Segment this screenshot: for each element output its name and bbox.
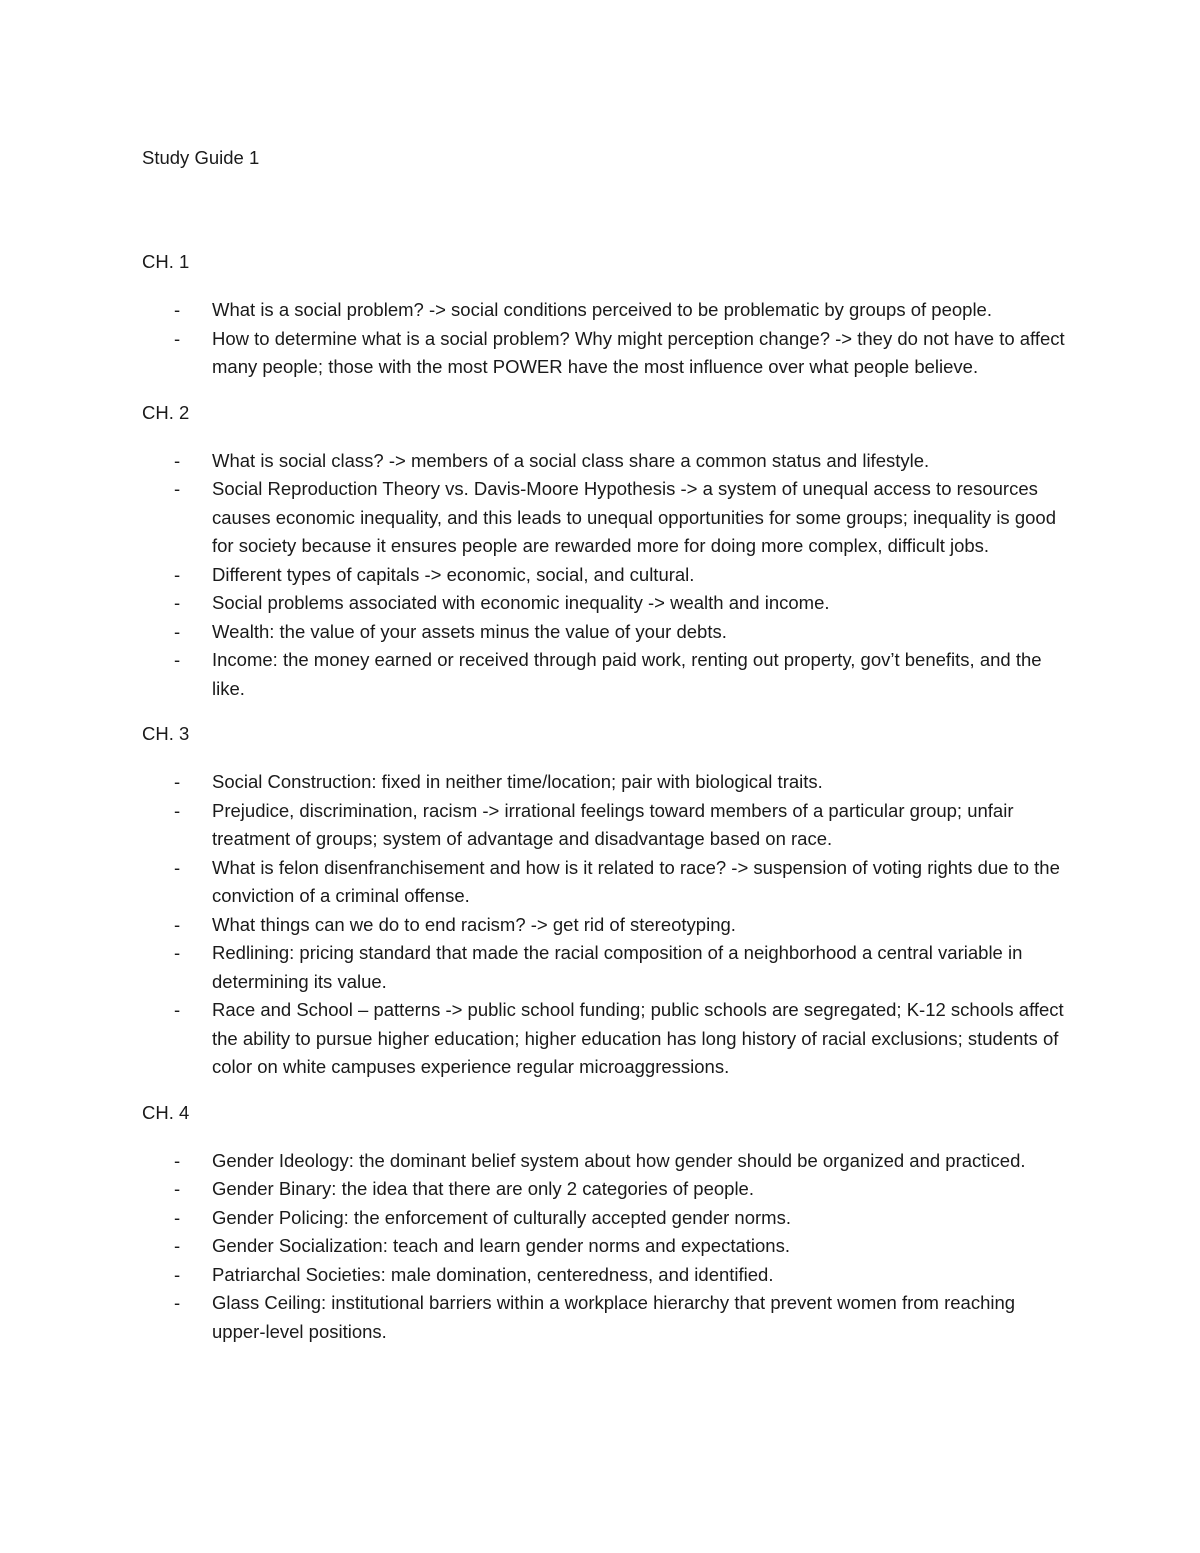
dash-bullet-icon: - [174,1178,181,1199]
dash-bullet-icon: - [174,299,181,320]
dash-bullet-icon: - [174,942,181,963]
document-page [142,144,1072,1346]
bullet-list [142,768,1072,1082]
dash-bullet-icon: - [174,799,181,821]
chapter-section [142,1099,1072,1347]
list-item [142,1261,1072,1290]
list-item [142,1204,1072,1233]
dash-bullet-icon: - [174,563,181,585]
list-item-text: Social Construction: fixed in neither time/location; pair with biological traits. [212,771,823,792]
bullet-list [142,1147,1072,1347]
list-item-text: Wealth: the value of your assets minus the value of your debts. [212,620,727,642]
chapter-heading: CH. 2 [142,401,190,423]
list-item-text: Gender Socialization: teach and learn gender norms and expectations. [212,1235,790,1256]
list-item [142,296,1072,325]
list-item [142,475,1072,561]
dash-bullet-icon: - [174,478,181,499]
list-item-text: Race and School – patterns -> public school funding; public schools are segregated; K-12 schools affect the ability to pursue higher education; higher education has long history of racial exclusions; students of color on white campuses experience regular microaggressions. [212,999,1064,1077]
list-item-text: Income: the money earned or received through paid work, renting out property, gov’t benefits, and the like. [212,649,1042,699]
list-item [142,646,1072,703]
dash-bullet-icon: - [174,1263,181,1285]
list-item-text: Gender Ideology: the dominant belief system about how gender should be organized and practiced. [212,1149,1026,1171]
list-item-text: Prejudice, discrimination, racism -> irrational feelings toward members of a particular group; unfair treatment of groups; system of advantage and disadvantage based on race. [212,799,1014,849]
list-item [142,325,1072,382]
list-item-text: How to determine what is a social problem? Why might perception change? -> they do not have to affect many people; those with the most POWER have the most influence over what people believe. [212,327,1065,377]
chapter-section [142,399,1072,721]
list-item [142,1232,1072,1261]
list-item-text: Patriarchal Societies: male domination, centeredness, and identified. [212,1263,774,1285]
chapter-heading: CH. 1 [142,251,190,272]
list-item [142,1289,1072,1346]
chapter-section [142,248,1072,399]
chapter-heading: CH. 3 [142,723,190,744]
list-item [142,589,1072,618]
list-item [142,911,1072,940]
document-title: Study Guide 1 [142,147,260,168]
list-item-text: What is a social problem? -> social conditions perceived to be problematic by groups of people. [212,299,992,320]
list-item-text: What is social class? -> members of a social class share a common status and lifestyle. [212,449,930,471]
list-item-text: Glass Ceiling: institutional barriers within a workplace hierarchy that prevent women from reaching upper-level positions. [212,1292,1016,1342]
list-item-text: What things can we do to end racism? -> get rid of stereotyping. [212,913,736,935]
dash-bullet-icon: - [174,856,181,878]
dash-bullet-icon: - [174,449,181,471]
chapters-container [142,248,1072,1346]
list-item-text: Redlining: pricing standard that made the racial composition of a neighborhood a central variable in determining its value. [212,942,1023,992]
list-item-text: Gender Binary: the idea that there are only 2 categories of people. [212,1178,754,1199]
bullet-list [142,447,1072,704]
dash-bullet-icon: - [174,620,181,642]
dash-bullet-icon: - [174,913,181,935]
dash-bullet-icon: - [174,1235,181,1256]
list-item [142,561,1072,590]
list-item-text: Social problems associated with economic inequality -> wealth and income. [212,592,830,613]
list-item-text: Gender Policing: the enforcement of culturally accepted gender norms. [212,1206,791,1228]
list-item [142,797,1072,854]
dash-bullet-icon: - [174,327,181,349]
list-item-text: Social Reproduction Theory vs. Davis-Moore Hypothesis -> a system of unequal access to resources causes economic inequality, and this leads to unequal opportunities for some groups; inequality is good for society because it ensures people are rewarded more for doing more complex, difficult jobs. [212,478,1056,556]
bullet-list [142,296,1072,382]
list-item [142,768,1072,797]
list-item [142,939,1072,996]
dash-bullet-icon: - [174,1292,181,1313]
chapter-section [142,720,1072,1099]
list-item [142,996,1072,1082]
dash-bullet-icon: - [174,1206,181,1228]
list-item [142,618,1072,647]
list-item-text: Different types of capitals -> economic, social, and cultural. [212,563,695,585]
list-item [142,1147,1072,1176]
dash-bullet-icon: - [174,771,181,792]
dash-bullet-icon: - [174,999,181,1020]
list-item [142,854,1072,911]
list-item [142,447,1072,476]
dash-bullet-icon: - [174,1149,181,1171]
dash-bullet-icon: - [174,592,181,613]
list-item-text: What is felon disenfranchisement and how is it related to race? -> suspension of voting rights due to the conviction of a criminal offense. [212,856,1060,906]
chapter-heading: CH. 4 [142,1101,190,1123]
list-item [142,1175,1072,1204]
dash-bullet-icon: - [174,649,181,670]
